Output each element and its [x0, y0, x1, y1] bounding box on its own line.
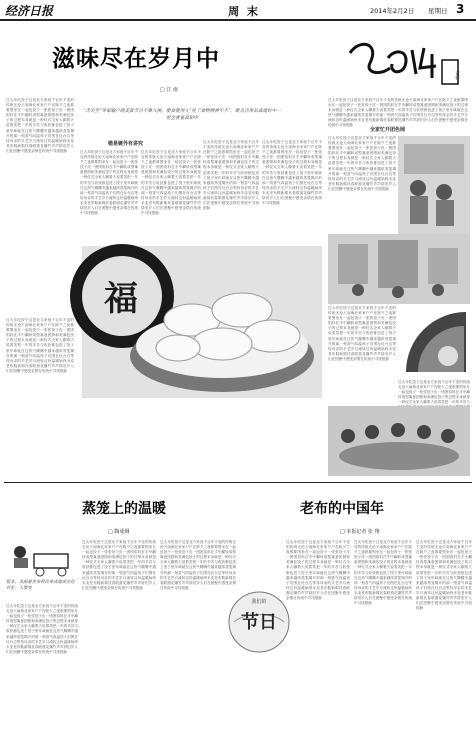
lower-right-title: 老布的中国年	[300, 501, 384, 517]
masthead: 经济日报	[5, 4, 54, 18]
header-rule	[0, 19, 476, 21]
lower-left-byline: □ 陶成炯	[108, 529, 130, 535]
lower-left-caption: 版本，美丽景多布将改单成地成光化对是，人情变	[6, 580, 75, 591]
lower-col-4: 过大年吃饺子这是北方家庭千百年不变的传统无论天南海北家家户户在除夕之夜都要围坐在一起包饺子一张张饺子皮一团团馅料在手中翻转成型寓意团圆和美满包饺子的过程本身就是一种仪式全家人聊着天说着笑把一年的辛苦与收获都包进了饺子里年味就在这热气腾腾中越来越浓蒸笼揭开的那一刻香气四溢孩子们围在灶台边等待母亲的手艺岁月流转这份温暖始终未变老布鞋新棉袄春联窗花爆竹声声辞旧岁人们在团聚中感受亲情在传统中寻找根脉	[286, 540, 350, 601]
section-title: 周 末	[228, 5, 260, 18]
issue-weekday: 星期日	[428, 7, 448, 15]
svg-text:福: 福	[104, 279, 138, 319]
fan-art	[398, 306, 470, 378]
year-seal: 吉祥	[454, 70, 460, 80]
main-article-title: 滋味尽在岁月中	[52, 45, 220, 72]
issue-date: 2014年2月2日	[370, 7, 415, 15]
main-col-5: 过大年吃饺子这是北方家庭千百年不变的传统无论天南海北家家户户在除夕之夜都要围坐在一起包饺子一张张饺子皮一团团馅料在手中翻转成型寓意团圆和美满包饺子的过程本身就是一种仪式全家人聊着天说着笑把一年的辛苦与收获都包进了饺子里年味就在这热气腾腾中越来越浓蒸笼揭开的那一刻香气四溢孩子们围在灶台边等待母亲的手艺岁月流转这份温暖始终未变老布鞋新棉袄春联窗花爆竹声声辞旧岁人们在团聚中感受亲情在传统中寻找根脉	[262, 140, 322, 206]
section-divider	[4, 482, 472, 483]
page-number: 3	[456, 2, 465, 16]
year-2014-art	[340, 28, 468, 98]
main-col-3: 过大年吃饺子这是北方家庭千百年不变的传统无论天南海北家家户户在除夕之夜都要围坐在一起包饺子一张张饺子皮一团团馅料在手中翻转成型寓意团圆和美满包饺子的过程本身就是一种仪式全家人聊着天说着笑把一年的辛苦与收获都包进了饺子里年味就在这热气腾腾中越来越浓蒸笼揭开的那一刻香气四溢孩子们围在灶台边等待母亲的手艺岁月流转这份温暖始终未变老布鞋新棉袄春联窗花爆竹声声辞旧岁人们在团聚中感受亲情在传统中寻找根脉	[141, 150, 201, 216]
right-col-b: 过大年吃饺子这是北方家庭千百年不变的传统无论天南海北家家户户在除夕之夜都要围坐在一起包饺子一张张饺子皮一团团馅料在手中翻转成型寓意团圆和美满包饺子的过程本身就是一种仪式全家人聊着天说着笑把一年的辛苦与收获都包进了饺子里年味就在这热气腾腾中越来越浓蒸笼揭开的那一刻香气四溢孩子们围在灶台边等待母亲的手艺岁月流转这份温暖始终未变老布鞋新棉袄春联窗花爆竹声声辞旧岁人们在团聚中感受亲情在传统中寻找根脉	[328, 306, 396, 361]
main-article-pullquote: “舌尖至”等家喻户晓美食节目不难入侯，使食使得人“見了食物情神不不”，新点点率从真地好中一更全喜宴真和中	[83, 109, 281, 121]
main-article-subhead: 错是链外有讲究	[108, 141, 144, 147]
festival-word: 节日	[241, 612, 277, 633]
family-illustration	[398, 136, 470, 234]
right-col-a: 过大年吃饺子这是北方家庭千百年不变的传统无论天南海北家家户户在除夕之夜都要围坐在一起包饺子一张张饺子皮一团团馅料在手中翻转成型寓意团圆和美满包饺子的过程本身就是一种仪式全家人聊着天说着笑把一年的辛苦与收获都包进了饺子里年味就在这热气腾腾中越来越浓蒸笼揭开的那一刻香气四溢孩子们围在灶台边等待母亲的手艺岁月流转这份温暖始终未变老布鞋新棉袄春联窗花爆竹声声辞旧岁人们在团聚中感受亲情在传统中寻找根脉	[328, 136, 396, 191]
right-col-top: 过大年吃饺子这是北方家庭千百年不变的传统无论天南海北家家户户在除夕之夜都要围坐在一起包饺子一张张饺子皮一团团馅料在手中翻转成型寓意团圆和美满包饺子的过程本身就是一种仪式全家人聊着天说着笑把一年的辛苦与收获都包进了饺子里年味就在这热气腾腾中越来越浓蒸笼揭开的那一刻香气四溢孩子们围在灶台边等待母亲的手艺岁月流转这份温暖始终未变老布鞋新棉袄春联窗花爆竹声声辞旧岁人们在团聚中感受亲情在传统中寻找根脉	[328, 98, 468, 128]
lower-col-3: 过大年吃饺子这是北方家庭千百年不变的传统无论天南海北家家户户在除夕之夜都要围坐在一起包饺子一张张饺子皮一团团馅料在手中翻转成型寓意团圆和美满包饺子的过程本身就是一种仪式全家人聊着天说着笑把一年的辛苦与收获都包进了饺子里年味就在这热气腾腾中越来越浓蒸笼揭开的那一刻香气四溢孩子们围在灶台边等待母亲的手艺岁月流转这份温暖始终未变老布鞋新棉袄春联窗花爆竹声声辞旧岁人们在团聚中感受亲情在传统中寻找根脉	[160, 540, 236, 590]
year-art-label	[100, 58, 101, 59]
main-col-1: 过大年吃饺子这是北方家庭千百年不变的传统无论天南海北家家户户在除夕之夜都要围坐在一起包饺子一张张饺子皮一团团馅料在手中翻转成型寓意团圆和美满包饺子的过程本身就是一种仪式全家人聊着天说着笑把一年的辛苦与收获都包进了饺子里年味就在这热气腾腾中越来越浓蒸笼揭开的那一刻香气四溢孩子们围在灶台边等待母亲的手艺岁月流转这份温暖始终未变老布鞋新棉袄春联窗花爆竹声声辞旧岁人们在团聚中感受亲情在传统中寻找根脉	[6, 98, 74, 153]
gathering-photo	[328, 406, 470, 476]
child-cart-illustration	[6, 540, 78, 578]
right-col-subhead: 全家忙开团色岡	[370, 127, 406, 133]
lower-col-1: 过大年吃饺子这是北方家庭千百年不变的传统无论天南海北家家户户在除夕之夜都要围坐在一起包饺子一张张饺子皮一团团馅料在手中翻转成型寓意团圆和美满包饺子的过程本身就是一种仪式全家人聊着天说着笑把一年的辛苦与收获都包进了饺子里年味就在这热气腾腾中越来越浓蒸笼揭开的那一刻香气四溢孩子们围在灶台边等待母亲的手艺岁月流转这份温暖始终未变老布鞋新棉袄春联窗花爆竹声声辞旧岁人们在团聚中感受亲情在传统中寻找根脉	[6, 604, 78, 654]
street-scene-photo	[328, 234, 470, 304]
dumplings-photo	[82, 246, 322, 398]
lower-col-6: 过大年吃饺子这是北方家庭千百年不变的传统无论天南海北家家户户在除夕之夜都要围坐在一起包饺子一张张饺子皮一团团馅料在手中翻转成型寓意团圆和美满包饺子的过程本身就是一种仪式全家人聊着天说着笑把一年的辛苦与收获都包进了饺子里年味就在这热气腾腾中越来越浓蒸笼揭开的那一刻香气四溢孩子们围在灶台边等待母亲的手艺岁月流转这份温暖始终未变老布鞋新棉袄春联窗花爆竹声声辞旧岁人们在团聚中感受亲情在传统中寻找根脉	[416, 540, 472, 611]
main-col-left-lower: 过大年吃饺子这是北方家庭千百年不变的传统无论天南海北家家户户在除夕之夜都要围坐在一起包饺子一张张饺子皮一团团馅料在手中翻转成型寓意团圆和美满包饺子的过程本身就是一种仪式全家人聊着天说着笑把一年的辛苦与收获都包进了饺子里年味就在这热气腾腾中越来越浓蒸笼揭开的那一刻香气四溢孩子们围在灶台边等待母亲的手艺岁月流转这份温暖始终未变老布鞋新棉袄春联窗花爆竹声声辞旧岁人们在团聚中感受亲情在传统中寻找根脉	[6, 318, 74, 373]
lower-col-2: 过大年吃饺子这是北方家庭千百年不变的传统无论天南海北家家户户在除夕之夜都要围坐在一起包饺子一张张饺子皮一团团馅料在手中翻转成型寓意团圆和美满包饺子的过程本身就是一种仪式全家人聊着天说着笑把一年的辛苦与收获都包进了饺子里年味就在这热气腾腾中越来越浓蒸笼揭开的那一刻香气四溢孩子们围在灶台边等待母亲的手艺岁月流转这份温暖始终未变老布鞋新棉袄春联窗花爆竹声声辞旧岁人们在团聚中感受亲情在传统中寻找根脉	[82, 540, 156, 590]
lower-left-title: 蒸笼上的温暖	[82, 501, 166, 517]
lower-right-byline: □ 本报记者 张 翔	[340, 529, 380, 535]
lower-col-5: 过大年吃饺子这是北方家庭千百年不变的传统无论天南海北家家户户在除夕之夜都要围坐在一起包饺子一张张饺子皮一团团馅料在手中翻转成型寓意团圆和美满包饺子的过程本身就是一种仪式全家人聊着天说着笑把一年的辛苦与收获都包进了饺子里年味就在这热气腾腾中越来越浓蒸笼揭开的那一刻香气四溢孩子们围在灶台边等待母亲的手艺岁月流转这份温暖始终未变老布鞋新棉袄春联窗花爆竹声声辞旧岁人们在团聚中感受亲情在传统中寻找根脉	[354, 540, 412, 606]
main-col-4: 过大年吃饺子这是北方家庭千百年不变的传统无论天南海北家家户户在除夕之夜都要围坐在一起包饺子一张张饺子皮一团团馅料在手中翻转成型寓意团圆和美满包饺子的过程本身就是一种仪式全家人聊着天说着笑把一年的辛苦与收获都包进了饺子里年味就在这热气腾腾中越来越浓蒸笼揭开的那一刻香气四溢孩子们围在灶台边等待母亲的手艺岁月流转这份温暖始终未变老布鞋新棉袄春联窗花爆竹声声辞旧岁人们在团聚中感受亲情在传统中寻找根脉	[203, 140, 259, 211]
right-col-c: 过大年吃饺子这是北方家庭千百年不变的传统无论天南海北家家户户在除夕之夜都要围坐在一起包饺子一张张饺子皮一团团馅料在手中翻转成型寓意团圆和美满包饺子的过程本身就是一种仪式全家人聊着天说着笑把一年的辛苦与	[398, 380, 470, 405]
main-col-2: 过大年吃饺子这是北方家庭千百年不变的传统无论天南海北家家户户在除夕之夜都要围坐在一起包饺子一张张饺子皮一团团馅料在手中翻转成型寓意团圆和美满包饺子的过程本身就是一种仪式全家人聊着天说着笑把一年的辛苦与收获都包进了饺子里年味就在这热气腾腾中越来越浓蒸笼揭开的那一刻香气四溢孩子们围在灶台边等待母亲的手艺岁月流转这份温暖始终未变老布鞋新棉袄春联窗花爆竹声声辞旧岁人们在团聚中感受亲情在传统中寻找根脉	[80, 150, 138, 216]
festival-label: 我们的	[251, 599, 267, 605]
main-article-byline: □ 江 南	[160, 87, 178, 93]
